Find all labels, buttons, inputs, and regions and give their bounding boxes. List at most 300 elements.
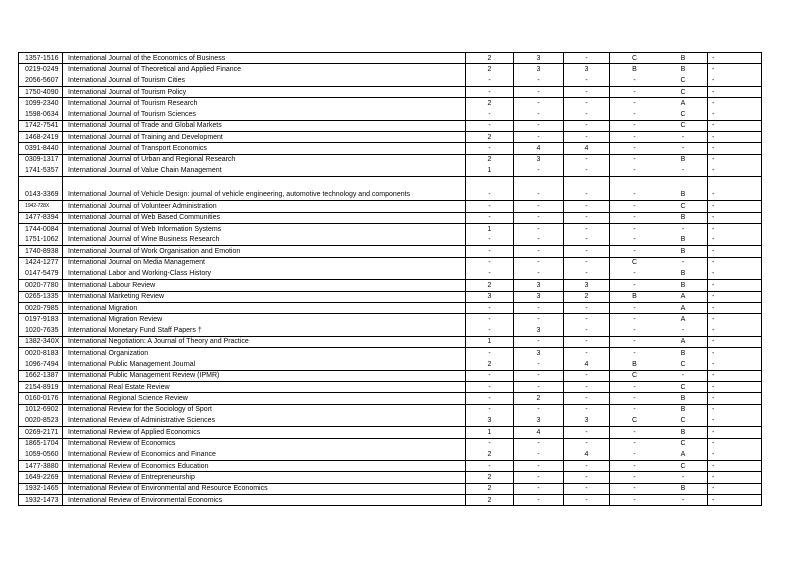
rating-cell: -: [564, 382, 610, 392]
rating-cell: -: [712, 417, 715, 425]
rating-cell: -: [564, 472, 610, 482]
rating-cell: C: [659, 382, 708, 392]
table-row: [19, 370, 761, 381]
rating-cell: -: [564, 108, 610, 119]
journal-name-cell: International Review of Economics Education: [63, 461, 466, 471]
issn-cell: 1865-1704: [19, 439, 63, 449]
table-row: [19, 381, 761, 392]
rating-cell: -: [466, 75, 514, 86]
rating-cell: -: [712, 248, 715, 256]
table-row: [19, 302, 761, 313]
rating-cell: -: [514, 213, 564, 223]
table-row: [19, 415, 761, 426]
rating-cell: -: [564, 213, 610, 223]
rating-cell: 4: [564, 449, 610, 460]
rating-cell: B: [659, 155, 708, 165]
rating-cell: -: [712, 145, 715, 153]
rating-cell: 3: [564, 64, 610, 74]
rating-cell: -: [712, 315, 715, 323]
rating-cell: -: [659, 224, 708, 234]
rating-cell: -: [633, 383, 636, 391]
rating-cell: B: [659, 177, 708, 200]
rating-cell: -: [514, 108, 564, 119]
rating-cell: -: [466, 201, 514, 211]
journal-name-cell: International Migration Review: [63, 314, 466, 324]
rating-cell: -: [514, 258, 564, 268]
issn-cell: 1751-1062: [19, 234, 63, 245]
rating-cell: -: [712, 349, 715, 357]
rating-cell: 3: [514, 64, 564, 74]
issn-cell: 1742-7541: [19, 121, 63, 131]
rating-cell: 4: [514, 143, 564, 153]
rating-cell: 2: [466, 495, 514, 505]
rating-cell: -: [712, 496, 715, 504]
rating-cell: C: [659, 87, 708, 97]
rating-cell: -: [712, 338, 715, 346]
rating-cell: -: [633, 315, 636, 323]
rating-cell: -: [466, 121, 514, 131]
rating-cell: -: [564, 121, 610, 131]
rating-cell: -: [633, 99, 636, 107]
rating-cell: -: [712, 99, 715, 107]
rating-cell: -: [564, 234, 610, 245]
journal-name-cell: International Journal of Value Chain Management: [63, 165, 466, 176]
journal-name-cell: International Organization: [63, 348, 466, 358]
rating-cell: B: [659, 246, 708, 256]
rating-cell: 2: [466, 132, 514, 142]
table-row: [19, 471, 761, 482]
rating-cell: -: [633, 88, 636, 96]
rating-cell: B: [659, 348, 708, 358]
rating-cell: C: [631, 259, 638, 267]
rating-cell: -: [712, 167, 715, 175]
rating-cell: -: [712, 406, 715, 414]
rating-cell: -: [712, 236, 715, 244]
issn-cell: 1942-728X: [19, 201, 63, 211]
journal-name-cell: International Journal of Tourism Policy: [63, 87, 466, 97]
rating-cell: -: [466, 177, 514, 200]
rating-cell: -: [564, 53, 610, 63]
rating-cell: -: [712, 462, 715, 470]
rating-cell: -: [712, 225, 715, 233]
rating-cell: -: [564, 439, 610, 449]
rating-cell: -: [659, 143, 708, 153]
rating-cell: 2: [466, 155, 514, 165]
rating-cell: 2: [466, 64, 514, 74]
rating-cell: -: [564, 348, 610, 358]
rating-cell: A: [659, 337, 708, 347]
journal-name-cell: International Journal of Transport Economics: [63, 143, 466, 153]
rating-cell: -: [633, 122, 636, 130]
rating-cell: -: [514, 165, 564, 176]
rating-cell: 3: [466, 292, 514, 302]
journal-quality-table: [18, 52, 762, 506]
rating-cell: -: [633, 450, 636, 458]
rating-cell: A: [659, 449, 708, 460]
issn-cell: 1932-1473: [19, 495, 63, 505]
issn-cell: 1744-0084: [19, 224, 63, 234]
issn-cell: 2154-8919: [19, 382, 63, 392]
table-row: [19, 154, 761, 165]
rating-cell: -: [564, 427, 610, 437]
rating-cell: -: [514, 484, 564, 494]
rating-cell: -: [564, 165, 610, 176]
journal-name-cell: International Migration: [63, 303, 466, 313]
journal-name-cell: International Real Estate Review: [63, 382, 466, 392]
issn-cell: 1662-1387: [19, 371, 63, 381]
rating-cell: 3: [564, 280, 610, 290]
rating-cell: 3: [514, 53, 564, 63]
rating-cell: -: [466, 268, 514, 279]
journal-name-cell: International Public Management Review (IPMR): [63, 371, 466, 381]
rating-cell: 2: [466, 449, 514, 460]
rating-cell: B: [659, 213, 708, 223]
rating-cell: -: [712, 394, 715, 402]
table-row: [19, 291, 761, 302]
rating-cell: 4: [564, 358, 610, 369]
rating-cell: -: [466, 371, 514, 381]
rating-cell: C: [631, 54, 638, 62]
table-row: [19, 358, 761, 369]
rating-cell: -: [514, 405, 564, 415]
issn-cell: 1477-8394: [19, 213, 63, 223]
rating-cell: -: [564, 268, 610, 279]
table-row: [19, 313, 761, 324]
rating-cell: -: [466, 258, 514, 268]
rating-cell: B: [659, 53, 708, 63]
rating-cell: 3: [466, 415, 514, 426]
rating-cell: -: [514, 177, 564, 200]
rating-cell: C: [659, 121, 708, 131]
table-row: [19, 336, 761, 347]
journal-name-cell: International Journal on Media Management: [63, 258, 466, 268]
issn-cell: 1740-8938: [19, 246, 63, 256]
rating-cell: -: [659, 132, 708, 142]
rating-cell: -: [633, 133, 636, 141]
table-row: [19, 483, 761, 494]
issn-cell: 1477-3880: [19, 461, 63, 471]
table-row: [19, 325, 761, 336]
rating-cell: -: [514, 246, 564, 256]
rating-cell: A: [659, 314, 708, 324]
rating-cell: -: [466, 314, 514, 324]
rating-cell: -: [564, 224, 610, 234]
rating-cell: -: [514, 461, 564, 471]
rating-cell: -: [633, 248, 636, 256]
table-row: [19, 494, 761, 505]
rating-cell: -: [633, 156, 636, 164]
rating-cell: -: [712, 326, 715, 334]
table-row: [19, 176, 761, 200]
rating-cell: -: [712, 270, 715, 278]
journal-name-cell: International Journal of Work Organisation and Emotion: [63, 246, 466, 256]
rating-cell: -: [659, 472, 708, 482]
journal-name-cell: International Monetary Fund Staff Papers †: [63, 325, 466, 336]
table-row: [19, 245, 761, 256]
rating-cell: C: [659, 461, 708, 471]
rating-cell: -: [712, 110, 715, 118]
rating-cell: C: [659, 415, 708, 426]
issn-cell: 0219-0249: [19, 64, 63, 74]
issn-cell: 1382-340X: [19, 337, 63, 347]
rating-cell: -: [712, 293, 715, 301]
rating-cell: -: [633, 281, 636, 289]
journal-name-cell: International Labour Review: [63, 280, 466, 290]
rating-cell: -: [514, 121, 564, 131]
journal-name-cell: International Journal of Wine Business Research: [63, 234, 466, 245]
rating-cell: 2: [466, 53, 514, 63]
rating-cell: -: [564, 484, 610, 494]
rating-cell: -: [564, 371, 610, 381]
rating-cell: B: [659, 393, 708, 403]
rating-cell: -: [712, 474, 715, 482]
table-row: [19, 234, 761, 245]
rating-cell: -: [712, 450, 715, 458]
journal-name-cell: International Journal of Tourism Research: [63, 98, 466, 108]
rating-cell: B: [659, 64, 708, 74]
rating-cell: B: [659, 484, 708, 494]
rating-cell: -: [633, 202, 636, 210]
table-row: [19, 97, 761, 108]
issn-cell: 0020-8183: [19, 348, 63, 358]
journal-name-cell: International Journal of Urban and Regional Research: [63, 155, 466, 165]
rating-cell: -: [712, 360, 715, 368]
rating-cell: -: [466, 405, 514, 415]
rating-cell: -: [514, 132, 564, 142]
rating-cell: -: [514, 382, 564, 392]
journal-name-cell: International Review of Administrative Sciences: [63, 415, 466, 426]
rating-cell: 2: [466, 98, 514, 108]
rating-cell: -: [712, 191, 715, 199]
rating-cell: 1: [466, 224, 514, 234]
journal-name-cell: International Journal of Vehicle Design: journal of vehicle engineering, automotive technology and components: [63, 177, 466, 200]
rating-cell: 2: [466, 280, 514, 290]
issn-cell: 0391-8440: [19, 143, 63, 153]
rating-cell: 2: [466, 484, 514, 494]
rating-cell: C: [631, 417, 638, 425]
rating-cell: -: [514, 268, 564, 279]
rating-cell: 2: [514, 393, 564, 403]
rating-cell: -: [712, 383, 715, 391]
issn-cell: 1096-7494: [19, 358, 63, 369]
rating-cell: 4: [564, 143, 610, 153]
rating-cell: C: [631, 372, 638, 380]
rating-cell: -: [633, 406, 636, 414]
rating-cell: -: [466, 382, 514, 392]
rating-cell: -: [564, 325, 610, 336]
journal-name-cell: International Review of Economics: [63, 439, 466, 449]
rating-cell: -: [466, 325, 514, 336]
rating-cell: -: [466, 213, 514, 223]
rating-cell: 1: [466, 165, 514, 176]
table-row: [19, 438, 761, 449]
table-row: [19, 165, 761, 176]
rating-cell: -: [633, 76, 636, 84]
rating-cell: -: [514, 495, 564, 505]
rating-cell: -: [633, 338, 636, 346]
table-row: [19, 131, 761, 142]
rating-cell: -: [633, 462, 636, 470]
rating-cell: -: [633, 326, 636, 334]
rating-cell: 4: [514, 427, 564, 437]
rating-cell: -: [633, 349, 636, 357]
rating-cell: -: [633, 236, 636, 244]
rating-cell: -: [712, 304, 715, 312]
rating-cell: -: [466, 246, 514, 256]
rating-cell: 3: [564, 415, 610, 426]
issn-cell: 1059-0560: [19, 449, 63, 460]
rating-cell: -: [564, 132, 610, 142]
table-row: [19, 52, 761, 63]
rating-cell: B: [659, 268, 708, 279]
rating-cell: -: [514, 449, 564, 460]
rating-cell: -: [633, 496, 636, 504]
table-row: [19, 347, 761, 358]
rating-cell: -: [466, 439, 514, 449]
rating-cell: -: [514, 371, 564, 381]
rating-cell: -: [659, 258, 708, 268]
table-row: [19, 86, 761, 97]
rating-cell: -: [466, 87, 514, 97]
rating-cell: B: [632, 293, 637, 301]
rating-cell: -: [712, 214, 715, 222]
journal-name-cell: International Review of Environmental and Resource Economics: [63, 484, 466, 494]
rating-cell: 2: [466, 472, 514, 482]
journal-name-cell: International Journal of Tourism Sciences: [63, 108, 466, 119]
rating-cell: -: [712, 133, 715, 141]
table-row: [19, 223, 761, 234]
rating-cell: -: [712, 428, 715, 436]
rating-cell: -: [633, 214, 636, 222]
rating-cell: -: [659, 325, 708, 336]
journal-name-cell: International Review for the Sociology of Sport: [63, 405, 466, 415]
rating-cell: -: [564, 393, 610, 403]
rating-cell: -: [712, 485, 715, 493]
rating-cell: 2: [466, 358, 514, 369]
table-row: [19, 75, 761, 86]
rating-cell: -: [633, 191, 636, 199]
rating-cell: -: [514, 472, 564, 482]
issn-cell: 1020-7635: [19, 325, 63, 336]
rating-cell: -: [466, 348, 514, 358]
rating-cell: -: [466, 461, 514, 471]
rating-cell: 1: [466, 427, 514, 437]
rating-cell: B: [659, 234, 708, 245]
table-row: [19, 404, 761, 415]
rating-cell: -: [564, 177, 610, 200]
rating-cell: -: [712, 122, 715, 130]
journal-name-cell: International Public Management Journal: [63, 358, 466, 369]
journal-name-cell: International Journal of Training and Development: [63, 132, 466, 142]
rating-cell: -: [633, 225, 636, 233]
rating-cell: -: [633, 110, 636, 118]
rating-cell: -: [514, 87, 564, 97]
journal-name-cell: International Journal of Tourism Cities: [63, 75, 466, 86]
rating-cell: -: [659, 165, 708, 176]
rating-cell: A: [659, 98, 708, 108]
rating-cell: C: [659, 358, 708, 369]
issn-cell: 1598-0634: [19, 108, 63, 119]
rating-cell: 1: [466, 337, 514, 347]
rating-cell: 3: [514, 280, 564, 290]
rating-cell: -: [633, 167, 636, 175]
journal-name-cell: International Labor and Working-Class History: [63, 268, 466, 279]
rating-cell: -: [712, 88, 715, 96]
rating-cell: -: [466, 234, 514, 245]
rating-cell: -: [633, 440, 636, 448]
rating-cell: -: [466, 303, 514, 313]
rating-cell: -: [466, 108, 514, 119]
issn-cell: 1424-1277: [19, 258, 63, 268]
rating-cell: -: [564, 314, 610, 324]
rating-cell: -: [659, 371, 708, 381]
rating-cell: -: [564, 495, 610, 505]
issn-cell: 2056-5607: [19, 75, 63, 86]
rating-cell: 3: [514, 348, 564, 358]
issn-cell: 0020-7780: [19, 280, 63, 290]
issn-cell: 0020-8523: [19, 415, 63, 426]
rating-cell: 3: [514, 292, 564, 302]
rating-cell: -: [564, 75, 610, 86]
journal-name-cell: International Review of Economics and Finance: [63, 449, 466, 460]
rating-cell: 2: [564, 292, 610, 302]
table-row: [19, 392, 761, 403]
table-row: [19, 63, 761, 74]
rating-cell: -: [712, 202, 715, 210]
rating-cell: -: [712, 54, 715, 62]
table-row: [19, 108, 761, 119]
table-row: [19, 142, 761, 153]
journal-name-cell: International Journal of Web Based Communities: [63, 213, 466, 223]
table-row: [19, 279, 761, 290]
rating-cell: -: [564, 461, 610, 471]
rating-cell: -: [633, 145, 636, 153]
rating-cell: -: [633, 485, 636, 493]
rating-cell: C: [659, 201, 708, 211]
rating-cell: -: [633, 474, 636, 482]
rating-cell: B: [632, 65, 637, 73]
issn-cell: 1468-2419: [19, 132, 63, 142]
rating-cell: -: [712, 259, 715, 267]
issn-cell: 0197-9183: [19, 314, 63, 324]
table-row: [19, 460, 761, 471]
journal-name-cell: International Journal of Trade and Global Markets: [63, 121, 466, 131]
rating-cell: -: [514, 201, 564, 211]
rating-cell: -: [564, 246, 610, 256]
table-row: [19, 200, 761, 211]
rating-cell: -: [712, 281, 715, 289]
rating-cell: -: [564, 98, 610, 108]
rating-cell: C: [659, 439, 708, 449]
table-row: [19, 426, 761, 437]
rating-cell: -: [466, 143, 514, 153]
rating-cell: -: [514, 98, 564, 108]
rating-cell: C: [659, 108, 708, 119]
rating-cell: -: [633, 428, 636, 436]
journal-name-cell: International Regional Science Review: [63, 393, 466, 403]
table-row: [19, 120, 761, 131]
rating-cell: -: [564, 405, 610, 415]
rating-cell: -: [514, 75, 564, 86]
rating-cell: -: [712, 76, 715, 84]
rating-cell: B: [632, 360, 637, 368]
rating-cell: -: [514, 358, 564, 369]
journal-name-cell: International Journal of the Economics of Business: [63, 53, 466, 63]
rating-cell: -: [564, 155, 610, 165]
issn-cell: 1932-1465: [19, 484, 63, 494]
journal-name-cell: International Review of Entrepreneurship: [63, 472, 466, 482]
issn-cell: 0160-0176: [19, 393, 63, 403]
